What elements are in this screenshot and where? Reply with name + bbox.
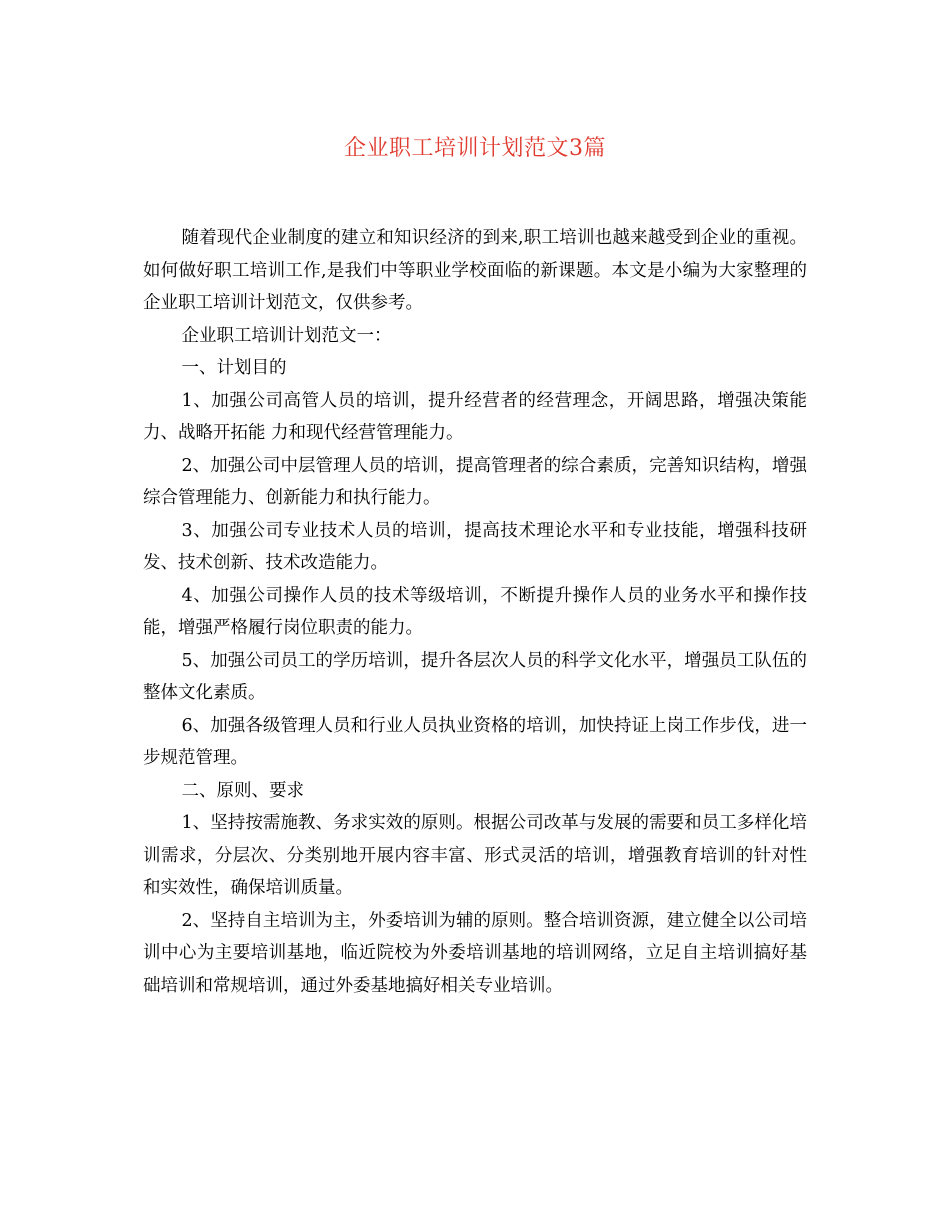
list-item: 1、加强公司高管人员的培训，提升经营者的经营理念，开阔思路，增强决策能力、战略开拓能 力和现代经营管理能力。 xyxy=(143,390,807,443)
list-item: 2、坚持自主培训为主，外委培训为辅的原则。整合培训资源，建立健全以公司培训中心为主要培训基地，临近院校为外委培训基地的培训网络，立足自主培训搞好基础培训和常规培训，通过外委基地搞好相关专业培训。 xyxy=(143,910,807,996)
list-item: 1、坚持按需施教、务求实效的原则。根据公司改革与发展的需要和员工多样化培训需求，分层次、分类别地开展内容丰富、形式灵活的培训，增强教育培训的针对性和实效性，确保培训质量。 xyxy=(143,813,807,898)
paragraph-sample-one-heading: 企业职工培训计划范文一： xyxy=(181,325,392,346)
list-item: 5、加强公司员工的学历培训，提升各层次人员的科学文化水平，增强员工队伍的整体文化素质。 xyxy=(143,650,807,703)
document-title: 企业职工培训计划范文3篇 xyxy=(344,136,606,161)
document-body xyxy=(143,222,807,1002)
section-heading-principles: 二、原则、要求 xyxy=(181,780,304,801)
list-item: 2、加强公司中层管理人员的培训，提高管理者的综合素质，完善知识结构，增强综合管理能力、创新能力和执行能力。 xyxy=(143,455,807,508)
list-item: 6、加强各级管理人员和行业人员执业资格的培训，加快持证上岗工作步伐，进一步规范管理。 xyxy=(143,715,807,768)
section-heading-purpose: 一、计划目的 xyxy=(181,358,287,378)
list-item: 3、加强公司专业技术人员的培训，提高技术理论水平和专业技能，增强科技研发、技术创新、技术改造能力。 xyxy=(143,520,807,573)
paragraph-intro: 随着现代企业制度的建立和知识经济的到来,职工培训也越来越受到企业的重视。如何做好职工培训工作,是我们中等职业学校面临的新课题。本文是小编为大家整理的企业职工培训计划范文，仅供参考。 xyxy=(143,228,807,313)
list-item: 4、加强公司操作人员的技术等级培训，不断提升操作人员的业务水平和操作技能，增强严格履行岗位职责的能力。 xyxy=(143,585,807,638)
